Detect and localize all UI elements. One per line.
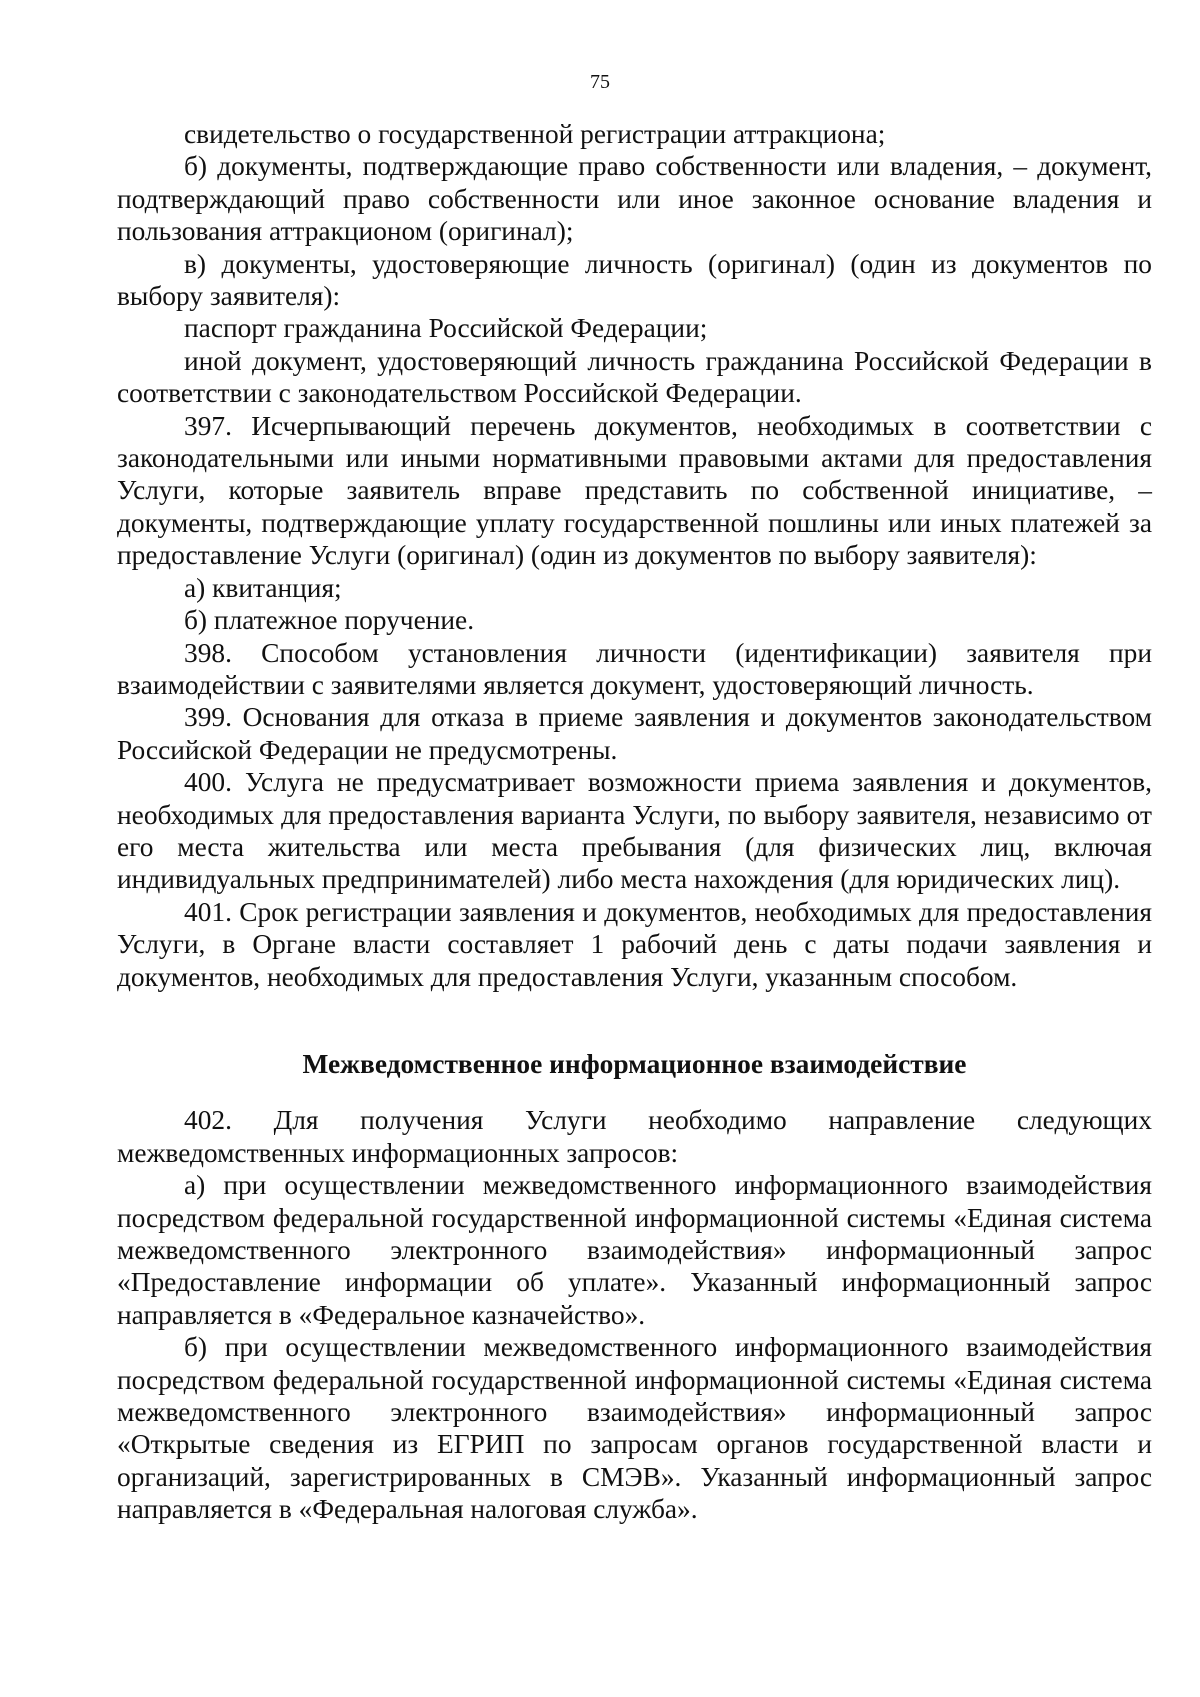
paragraph: 397. Исчерпывающий перечень документов, необходимых в соответствии с законодательными или иными нормативными правовыми актами для предоставления Услуги, которые заявитель вправе представить по собственной инициативе, – документы, подтверждающие уплату государственной пошлины или иных платежей за предоставление Услуги (оригинал) (один из документов по выбору заявителя): (117, 410, 1152, 571)
paragraph: 401. Срок регистрации заявления и документов, необходимых для предоставления Услуги, в Органе власти составляет 1 рабочий день с даты подачи заявления и документов, необходимых для предоставления Услуги, указанным способом. (117, 896, 1152, 992)
paragraph: б) документы, подтверждающие право собственности или владения, – документ, подтверждающий право собственности или иное законное основание владения и пользования аттракционом (оригинал); (117, 151, 1152, 247)
paragraph: б) при осуществлении межведомственного информационного взаимодействия посредством федеральной государственной информационной системы «Единая система межведомственного электронного взаимодействия» информационный запрос «Открытые сведения из ЕГРИП по запросам органов государственной власти и организаций, зарегистрированных в СМЭВ». Указанный информационный запрос направляется в «Федеральная налоговая служба». (117, 1332, 1152, 1525)
document-body (117, 118, 1152, 1526)
paragraph: а) при осуществлении межведомственного информационного взаимодействия посредством федеральной государственной информационной системы «Единая система межведомственного электронного взаимодействия» информационный запрос «Предоставление информации об уплате». Указанный информационный запрос направляется в «Федеральное казначейство». (117, 1170, 1152, 1330)
paragraph: в) документы, удостоверяющие личность (оригинал) (один из документов по выбору заявителя): (117, 248, 1152, 312)
paragraph: иной документ, удостоверяющий личность гражданина Российской Федерации в соответствии с законодательством Российской Федерации. (117, 345, 1152, 409)
paragraph: а) квитанция; (184, 572, 342, 603)
page-number: 75 (590, 71, 610, 93)
paragraph: 399. Основания для отказа в приеме заявления и документов законодательством Российской Федерации не предусмотрены. (117, 702, 1152, 765)
paragraph: паспорт гражданина Российской Федерации; (184, 313, 708, 344)
paragraph: б) платежное поручение. (184, 605, 475, 636)
section-heading: Межведомственное информационное взаимодействие (302, 1048, 967, 1079)
paragraph: 398. Способом установления личности (идентификации) заявителя при взаимодействии с заявителями является документ, удостоверяющий личность. (117, 637, 1152, 700)
paragraph: свидетельство о государственной регистрации аттракциона; (184, 119, 886, 149)
paragraph: 402. Для получения Услуги необходимо направление следующих межведомственных информационных запросов: (117, 1105, 1152, 1168)
paragraph: 400. Услуга не предусматривает возможности приема заявления и документов, необходимых для предоставления варианта Услуги, по выбору заявителя, независимо от его места жительства или места пребывания (для физических лиц, включая индивидуальных предпринимателей) либо места нахождения (для юридических лиц). (117, 767, 1152, 895)
